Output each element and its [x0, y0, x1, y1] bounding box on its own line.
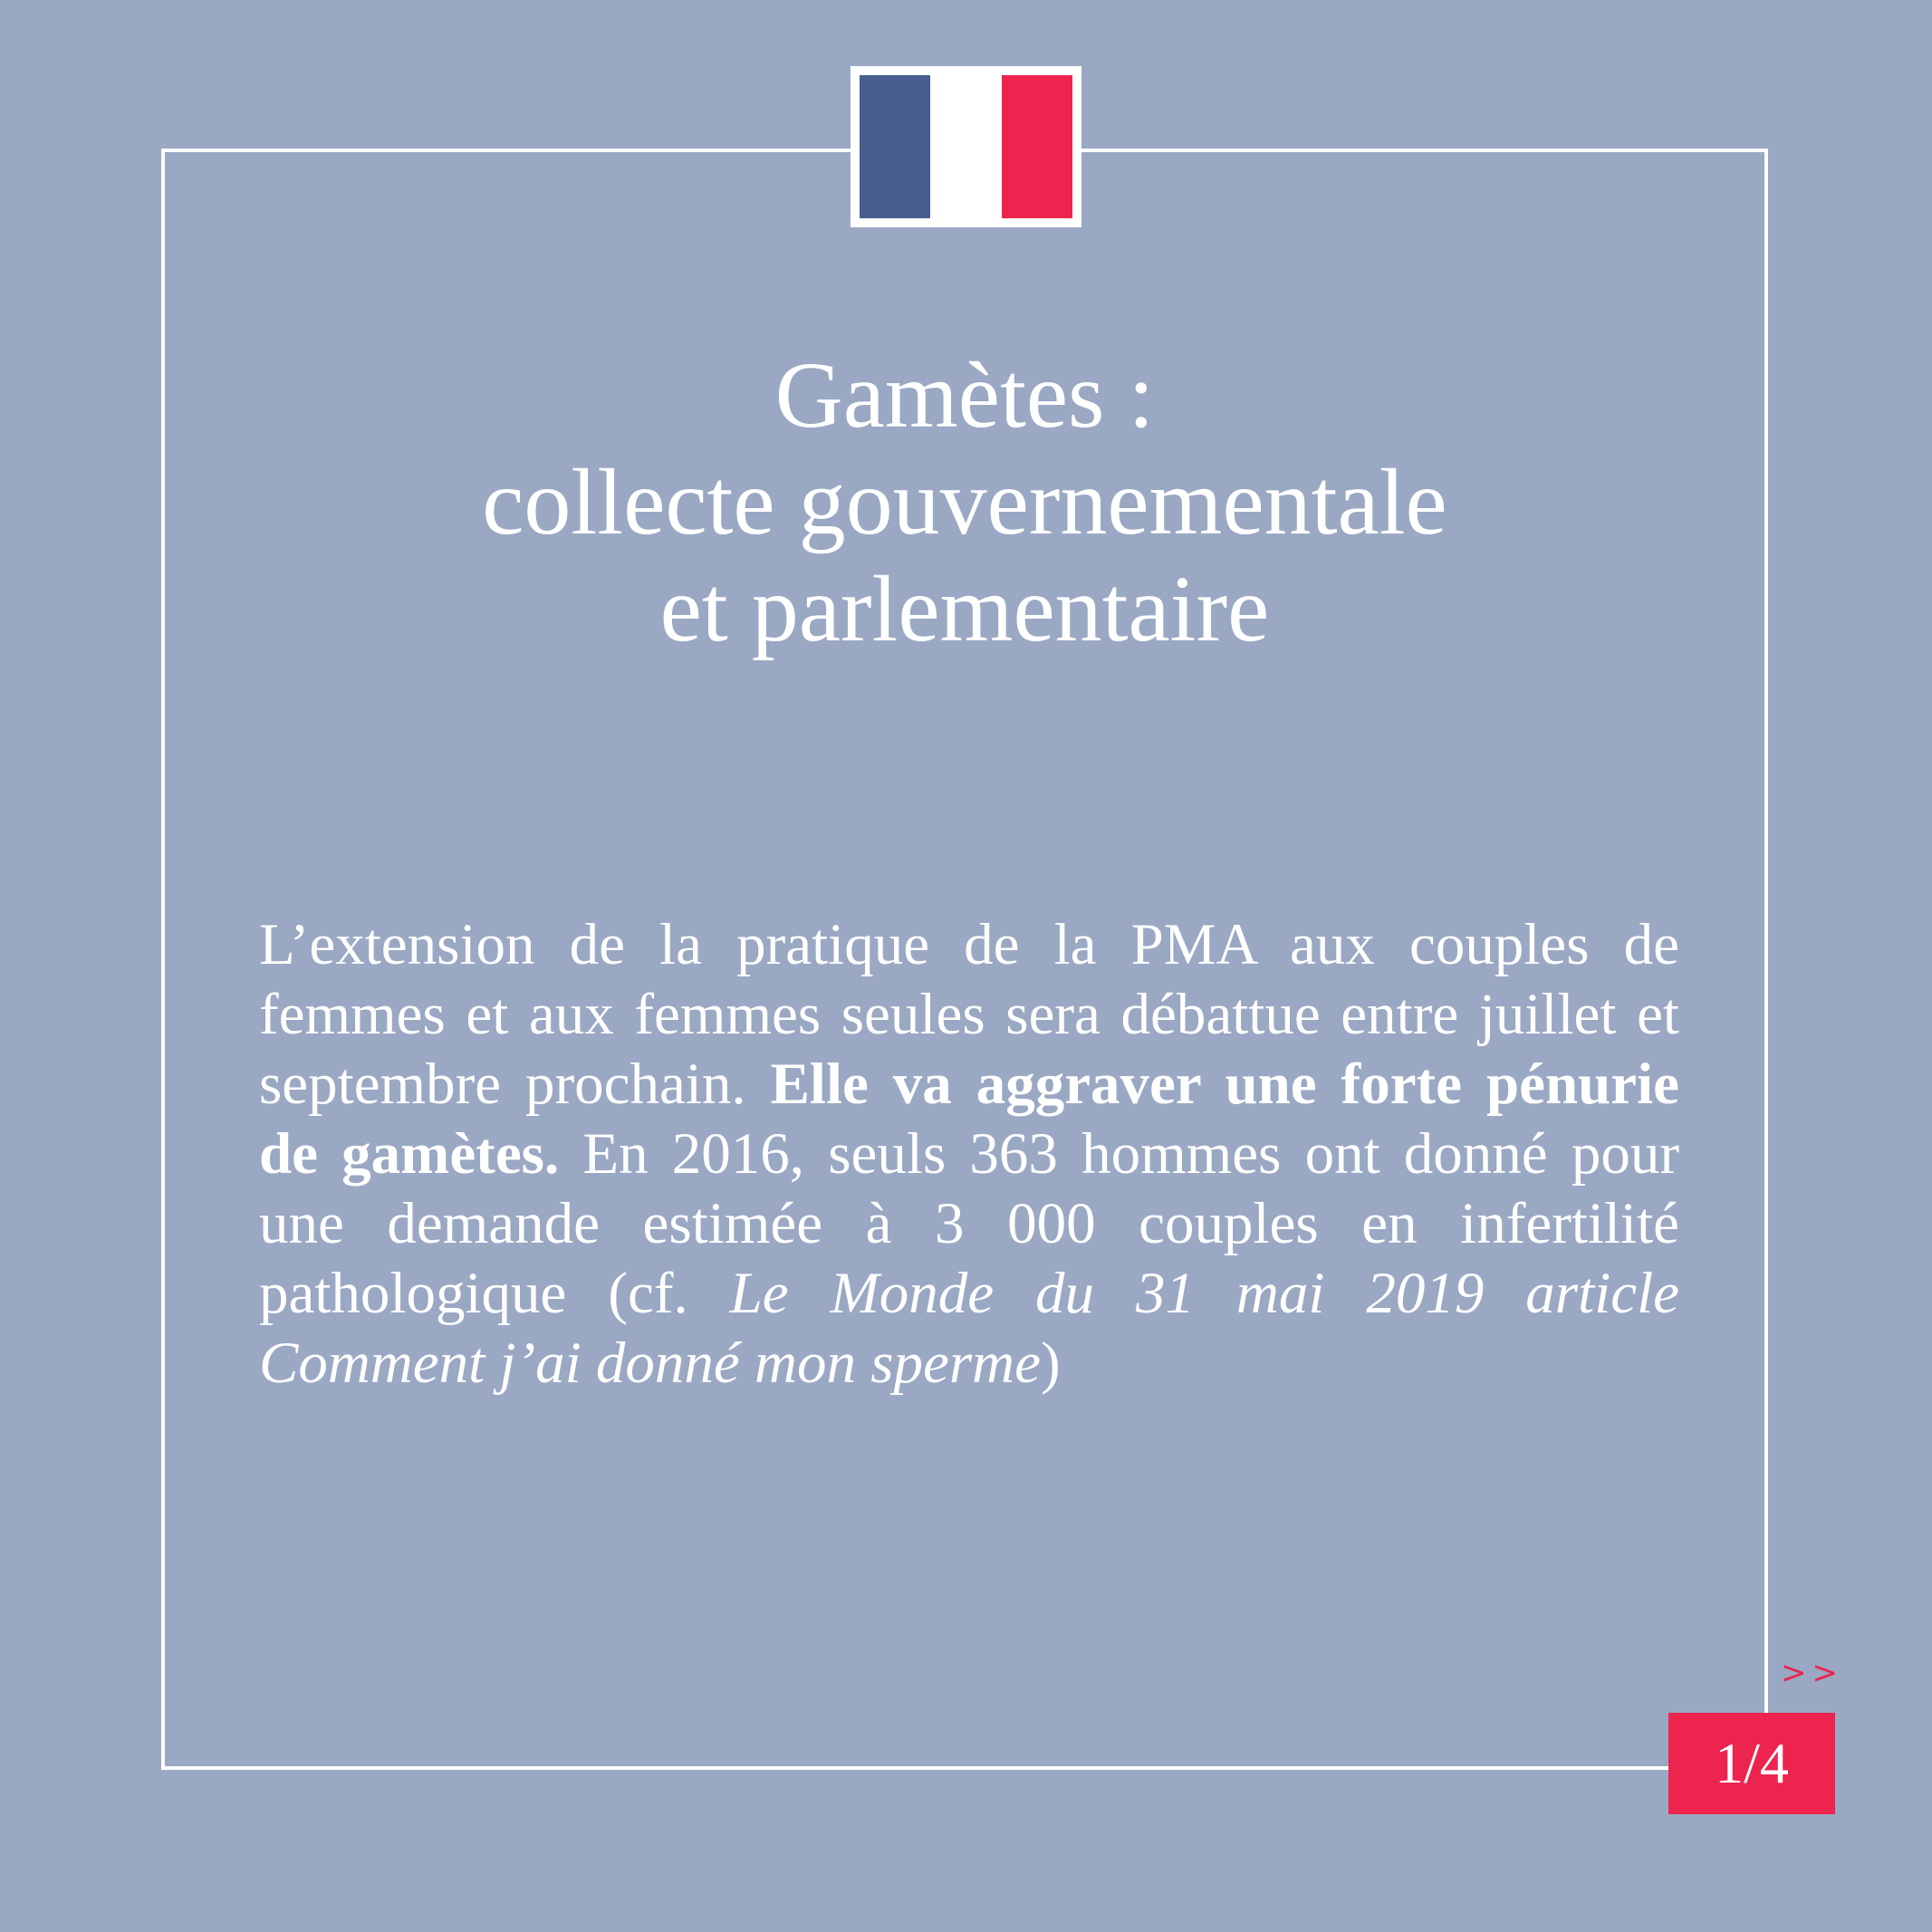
flag-blue-stripe [860, 75, 930, 218]
title-line-3: et parlementaire [659, 557, 1270, 661]
page-title [161, 342, 1768, 663]
body-text-part-3: ) [1040, 1331, 1061, 1396]
body-paragraph [259, 910, 1679, 1399]
body-text-part-1: L’extension de la pratique de la PMA aux couples de femmes et aux femmes seules sera débattue entre juillet et septembre prochain. [259, 912, 1679, 1117]
flag-red-stripe [1002, 75, 1072, 218]
next-page-arrow[interactable]: >> [1781, 1655, 1843, 1691]
french-flag-icon [851, 66, 1081, 227]
body-text-part-2: En 2016, seuls 363 hommes ont donné pour une demande estimée à 3 000 couples en infertilité pathologique (cf. [259, 1121, 1679, 1326]
page-indicator-badge: 1/4 [1668, 1713, 1835, 1814]
source-citation: Le Monde du 31 mai 2019 article Comment j’ai donné mon sperme [259, 1261, 1679, 1396]
flag-white-stripe [930, 75, 1001, 218]
title-line-1: Gamètes : [774, 343, 1155, 447]
body-bold-statement: Elle va aggraver une forte pénurie de gamètes. [259, 1052, 1679, 1187]
title-line-2: collecte gouvernementale [482, 450, 1447, 554]
